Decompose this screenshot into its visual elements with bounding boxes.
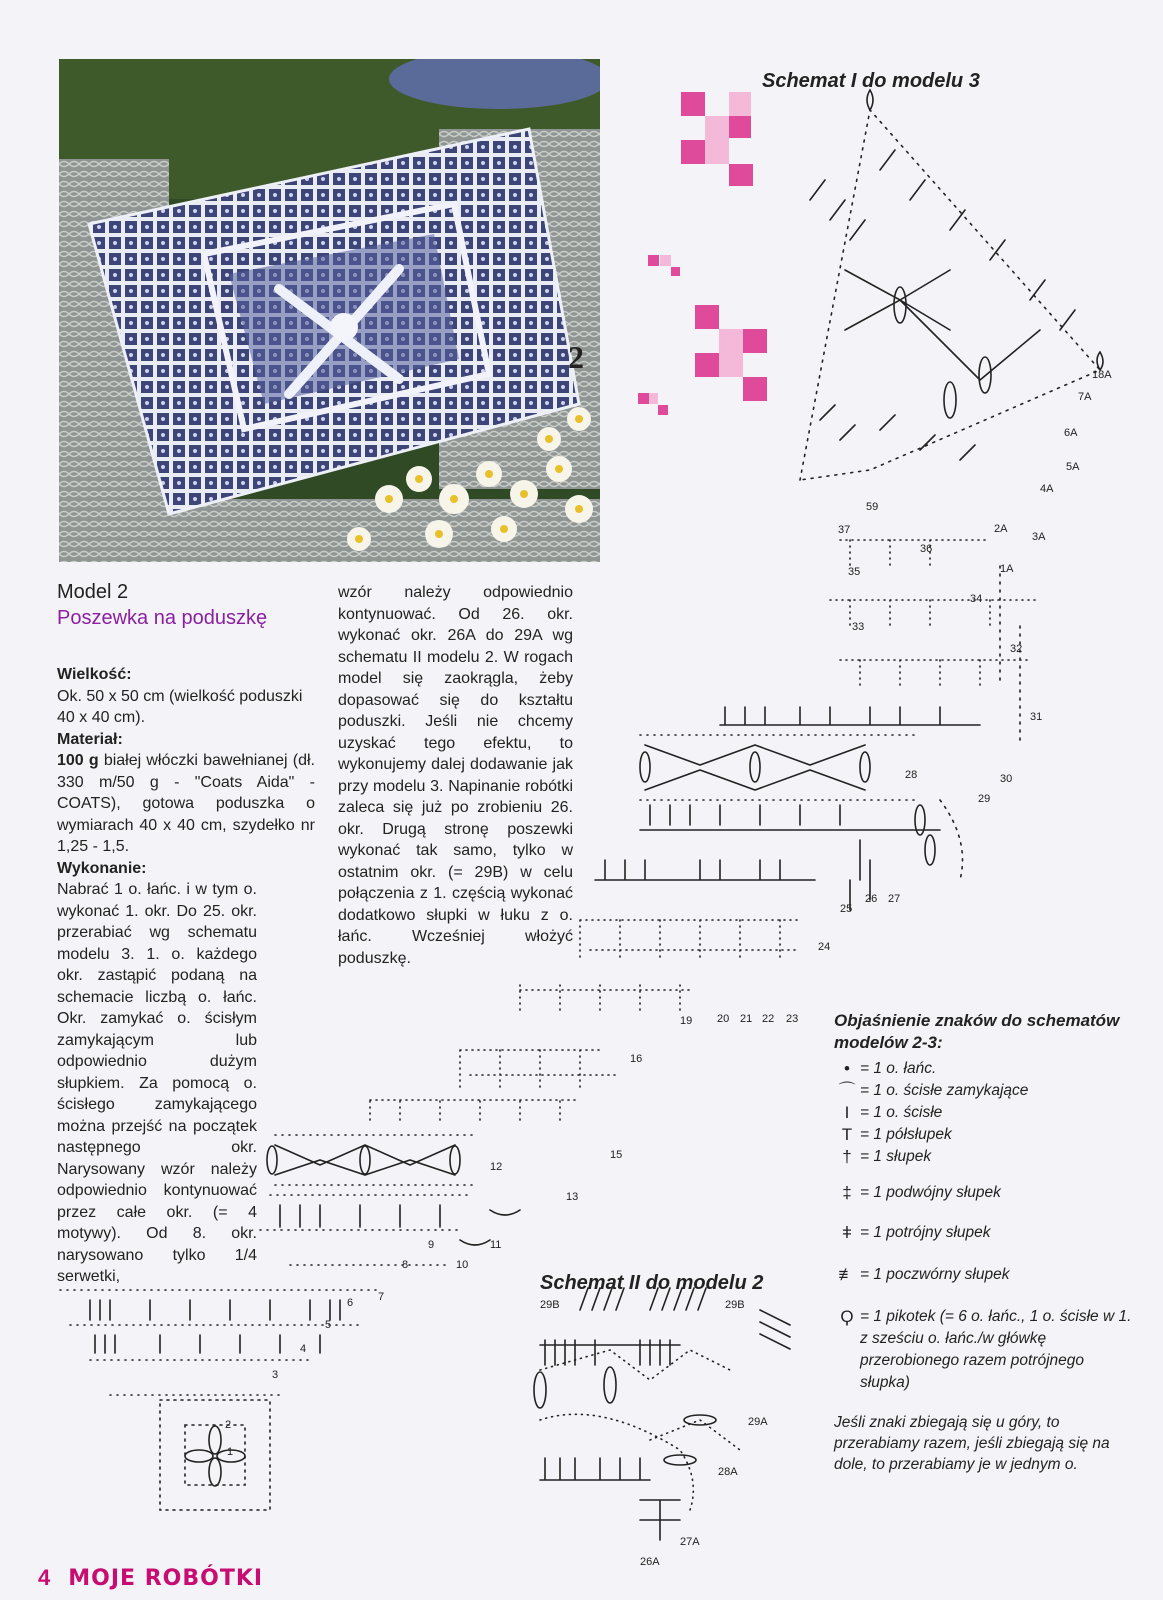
- round-label: 34: [970, 593, 983, 605]
- legend-text: = 1 o. łańc.: [860, 1060, 937, 1077]
- size-text: Ok. 50 x 50 cm (wielkość poduszki 40 x 40 cm).: [57, 687, 303, 726]
- pink-squares-decoration: [638, 92, 767, 415]
- round-label: 35: [848, 566, 861, 578]
- round-label: 25: [840, 903, 853, 915]
- round-label: 37: [838, 524, 851, 536]
- round-label: 27A: [680, 1536, 700, 1548]
- photo-number: 2: [568, 339, 584, 375]
- legend-text: = 1 o. ścisłe zamykające: [860, 1082, 1029, 1099]
- work-text: Nabrać 1 o. łańc. i w tym o. wykonać 1. okr. Do 25. okr. przerabiać wg schematu modelu 3. 1. o. każdego okr. zastąpić podaną na schemacie liczbą o. łańc. Okr. zamykać o. ścisłym zamykającym lub odpowiednio dużym słupkiem. Za pomocą o. ścisłego zamykającego można przejść na początek następnego okr. Narysowany wzór należy odpowiednio kontynuować przez całe okr. (= 4 motywy). Od 8. okr. narysowano tylko 1/4 serwetki,: [57, 881, 257, 1285]
- round-label: 29B: [725, 1299, 745, 1311]
- round-label: 1A: [1000, 563, 1014, 575]
- schemat-2-round-labels: [540, 1299, 768, 1568]
- round-label: 29: [978, 793, 991, 805]
- work-heading: Wykonanie:: [57, 859, 147, 877]
- material-amount: 100 g: [57, 752, 99, 769]
- round-label: 11: [490, 1239, 502, 1251]
- round-label: 3A: [1032, 531, 1046, 543]
- legend-text: = 1 o. ścisłe: [860, 1104, 943, 1121]
- legend-item: [834, 1264, 1134, 1286]
- legend-title: Objaśnienie znaków do schematów modelów 2-3:: [834, 1011, 1120, 1052]
- schemat-2-diagram: [534, 1288, 790, 1540]
- legend-item: [834, 1080, 1134, 1102]
- round-label: 36: [920, 543, 933, 555]
- round-label: 6: [347, 1297, 354, 1309]
- legend-item: [834, 1146, 1134, 1168]
- round-label: 2: [225, 1419, 232, 1431]
- round-label: 7A: [1078, 391, 1092, 403]
- round-label: 2A: [994, 523, 1008, 535]
- legend-symbol: ‡: [842, 1183, 852, 1202]
- col2-text: wzór należy odpowiednio kontynuować. Od 26. okr. wykonać okr. 26A do 29A wg schematu II modelu 2. W rogach model się zaokrągla, żeby dopasować się do kształtu poduszki. Jeśli nie chcemy uzyskać tego efektu, to wykonujemy dalej dodawanie jak przy modelu 3. Napinanie robótki zaleca się już po zrobieniu 26. okr. Drugą stronę poszewki wykonać tak samo, tylko w ostatnim okr. (= 29B) w celu połączenia z 1. częścią wykonać dodatkowo słupki w łuku z o. łańc. Wcześniej włożyć poduszkę.: [338, 584, 573, 967]
- round-label: 27: [888, 893, 901, 905]
- model-label: Model 2: [57, 581, 129, 603]
- round-label: 8: [402, 1259, 409, 1271]
- legend-symbol: †: [842, 1147, 852, 1166]
- round-label: 16: [630, 1053, 643, 1065]
- round-label: 12: [490, 1161, 503, 1173]
- legend-item: [834, 1306, 1134, 1394]
- round-label: 3: [272, 1369, 279, 1381]
- legend-item: [834, 1222, 1134, 1244]
- round-label: 4: [300, 1343, 307, 1355]
- legend-text: = 1 podwójny słupek: [860, 1184, 1001, 1201]
- material-heading: Materiał:: [57, 730, 123, 748]
- round-label: 24: [818, 941, 831, 953]
- legend-symbol: ⌒: [838, 1081, 856, 1100]
- round-label: 26: [865, 893, 878, 905]
- material-text: białej włóczki bawełnianej (dł. 330 m/50 g - "Coats Aida" - COATS), gotowa poduszka o wymiarach 40 x 40 cm, szydełko nr 1,25 - 1,5.: [57, 752, 316, 855]
- round-label: 31: [1030, 711, 1043, 723]
- round-label: 23: [786, 1013, 799, 1025]
- legend-item: [834, 1102, 1134, 1124]
- round-label: 29A: [748, 1416, 768, 1428]
- schemat-1-title: Schemat I do modelu 3: [762, 70, 980, 92]
- legend-item: [834, 1182, 1134, 1204]
- round-label: 6A: [1064, 427, 1078, 439]
- legend-item: [834, 1058, 1134, 1080]
- legend-text: = 1 poczwórny słupek: [860, 1266, 1010, 1283]
- round-label: 30: [1000, 773, 1013, 785]
- model-title: Poszewka na poduszkę: [57, 607, 268, 629]
- page-number: 4: [38, 1565, 51, 1590]
- round-label: 32: [1010, 643, 1023, 655]
- round-label: 28: [905, 769, 918, 781]
- symbol-legend: [834, 1010, 1134, 1491]
- round-label: 13: [566, 1191, 579, 1203]
- round-label: 10: [456, 1259, 469, 1271]
- size-heading: Wielkość:: [57, 666, 132, 683]
- legend-symbol: ǂ: [842, 1223, 852, 1242]
- round-label: 5: [325, 1319, 332, 1331]
- legend-text: = 1 potrójny słupek: [860, 1224, 991, 1241]
- round-label: 4A: [1040, 483, 1054, 495]
- round-label: 1: [227, 1446, 234, 1458]
- round-label: 19: [680, 1015, 693, 1027]
- round-label: 18A: [1092, 369, 1112, 381]
- round-label: 33: [852, 621, 865, 633]
- round-label: 20: [717, 1013, 730, 1025]
- legend-text: = 1 pikotek (= 6 o. łańc., 1 o. ścisłe w 1. z sześciu o. łańc./w główkę przerobionego razem potrójnego słupka): [860, 1308, 1132, 1391]
- round-label: 29B: [540, 1299, 560, 1311]
- legend-text: = 1 słupek: [860, 1148, 932, 1165]
- legend-symbol: I: [844, 1103, 850, 1122]
- page-footer: [38, 1565, 263, 1591]
- legend-symbol: Ϙ: [840, 1307, 854, 1326]
- legend-text: = 1 półsłupek: [860, 1126, 952, 1143]
- round-label: 22: [762, 1013, 775, 1025]
- legend-item: [834, 1124, 1134, 1146]
- round-label: 7: [378, 1291, 385, 1303]
- legend-symbol: •: [844, 1059, 850, 1078]
- round-label: 26A: [640, 1556, 660, 1568]
- legend-note: Jeśli znaki zbiegają się u góry, to przerabiamy razem, jeśli zbiegają się na dole, to przerabiamy je w jednym o.: [834, 1414, 1110, 1473]
- round-label: 28A: [718, 1466, 738, 1478]
- legend-symbol: T: [841, 1125, 853, 1144]
- legend-symbol: ≢: [838, 1265, 856, 1284]
- round-label: 59: [866, 501, 879, 513]
- round-label: 5A: [1066, 461, 1080, 473]
- round-label: 15: [610, 1149, 623, 1161]
- schemat-2-title: Schemat II do modelu 2: [540, 1272, 764, 1294]
- magazine-name: MOJE ROBÓTKI: [68, 1566, 264, 1591]
- round-label: 9: [428, 1239, 435, 1251]
- round-label: 21: [740, 1013, 753, 1025]
